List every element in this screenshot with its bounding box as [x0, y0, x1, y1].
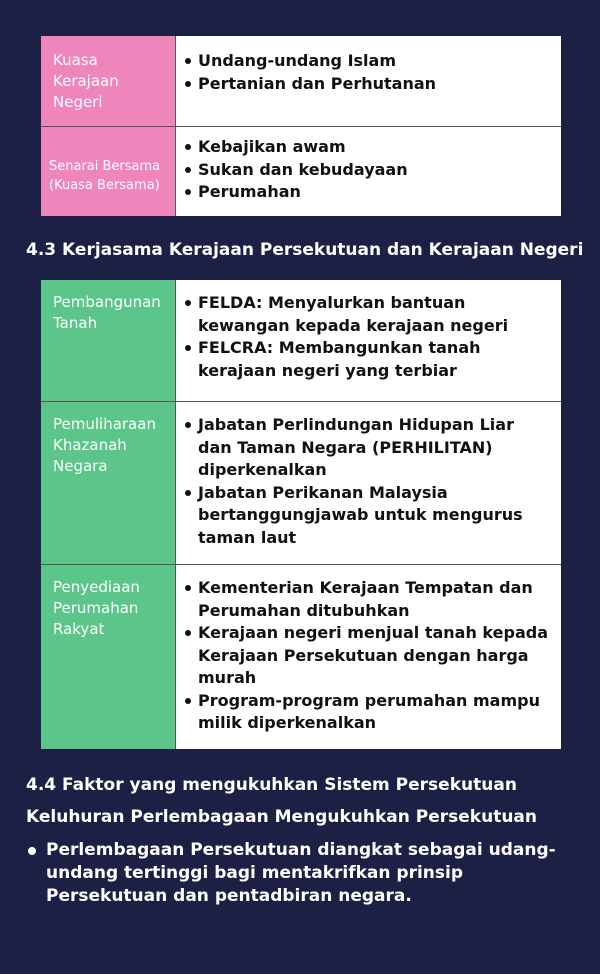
list-item: Undang-undang Islam — [182, 50, 553, 73]
row-content — [175, 36, 561, 126]
row-content — [175, 402, 561, 564]
list-item: FELCRA: Membangunkan tanah kerajaan negeri yang terbiar — [182, 337, 553, 382]
row-content — [175, 127, 561, 216]
table-row — [41, 126, 561, 216]
bullet-list — [182, 577, 553, 735]
row-content — [175, 280, 561, 401]
row-content — [175, 565, 561, 749]
bullet-text: Perlembagaan Persekutuan diangkat sebagai udang-undang tertinggi bagi mentakrifkan prinsip Persekutuan dan pentadbiran negara. — [46, 840, 556, 906]
row-label: Penyediaan Perumahan Rakyat — [41, 565, 175, 749]
row-label: Kuasa Kerajaan Negeri — [41, 36, 175, 126]
list-item: Kerajaan negeri menjual tanah kepada Kerajaan Persekutuan dengan harga murah — [182, 622, 553, 690]
section-subheading: Keluhuran Perlembagaan Mengukuhkan Persekutuan — [26, 807, 537, 827]
bullet-dot — [28, 847, 36, 855]
list-item: Jabatan Perlindungan Hidupan Liar dan Taman Negara (PERHILITAN) diperkenalkan — [182, 414, 553, 482]
row-label: Pemuliharaan Khazanah Negara — [41, 402, 175, 564]
list-item: Kementerian Kerajaan Tempatan dan Perumahan ditubuhkan — [182, 577, 553, 622]
powers-table — [40, 35, 562, 217]
section-heading: 4.3 Kerjasama Kerajaan Persekutuan dan Kerajaan Negeri — [26, 240, 584, 260]
table-row — [41, 36, 561, 126]
table-row — [41, 564, 561, 749]
row-label: Pembangunan Tanah — [41, 280, 175, 401]
list-item: Program-program perumahan mampu milik diperkenalkan — [182, 690, 553, 735]
bullet-list — [182, 136, 553, 204]
list-item: FELDA: Menyalurkan bantuan kewangan kepada kerajaan negeri — [182, 292, 553, 337]
list-item: Sukan dan kebudayaan — [182, 159, 553, 182]
body-bullet — [26, 839, 576, 908]
row-label: Senarai Bersama (Kuasa Bersama) — [41, 127, 175, 216]
list-item: Perumahan — [182, 181, 553, 204]
bullet-list — [182, 50, 553, 95]
table-row — [41, 280, 561, 401]
table-row — [41, 401, 561, 564]
bullet-list — [182, 414, 553, 549]
section-heading: 4.4 Faktor yang mengukuhkan Sistem Persekutuan — [26, 775, 517, 795]
bullet-list — [182, 292, 553, 382]
list-item: Jabatan Perikanan Malaysia bertanggungjawab untuk mengurus taman laut — [182, 482, 553, 550]
list-item: Pertanian dan Perhutanan — [182, 73, 553, 96]
list-item: Kebajikan awam — [182, 136, 553, 159]
cooperation-table — [40, 279, 562, 750]
